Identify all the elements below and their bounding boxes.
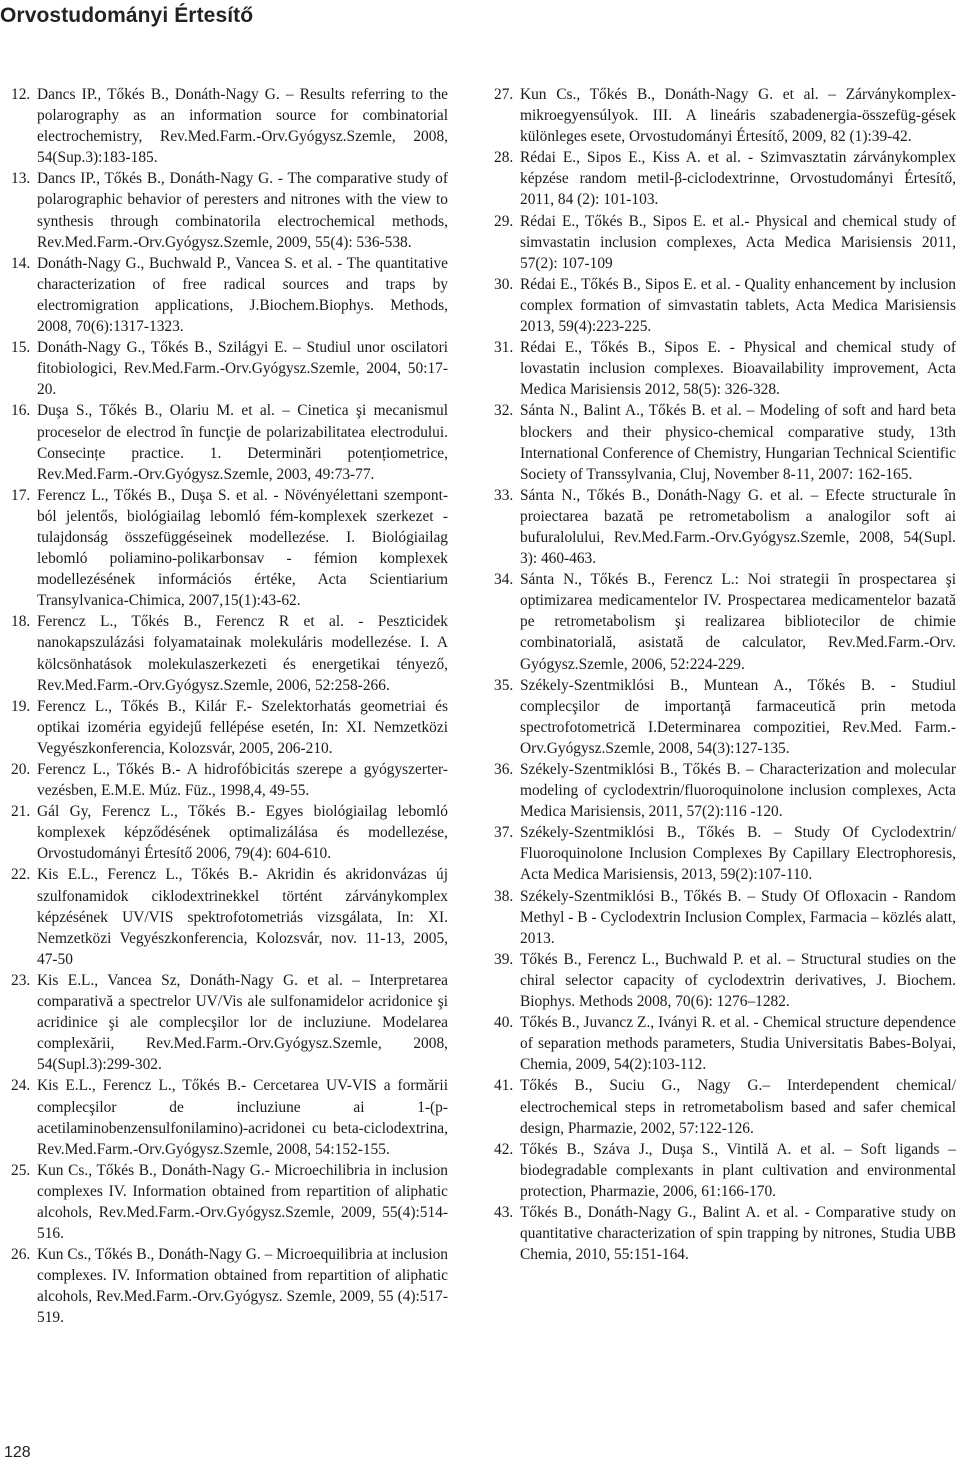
reference-number: 35. <box>494 676 514 694</box>
reference-number: 36. <box>494 761 514 778</box>
reference-number: 34. <box>494 571 514 589</box>
reference-item <box>11 801 448 864</box>
reference-item <box>11 400 448 484</box>
reference-item <box>11 759 448 801</box>
reference-item <box>494 759 956 822</box>
reference-item <box>494 400 956 484</box>
reference-text: Ferencz L., Tőkés B.- A hidrofóbicitás szerepe a gyógyszerter-vezésben, E.M.E. Múz. Füz., 1998,4, 49-55. <box>37 761 448 800</box>
reference-number: 18. <box>11 613 31 631</box>
reference-item <box>11 611 448 695</box>
reference-text: Székely-Szentmiklósi B., Tőkés B. – Study Of Cyclodextrin/ Fluoroquinolone Inclusion Complexes By Capillary Electrophoresis, Acta Medica Marisiensis, 2013, 59(2):107-110. <box>520 824 956 884</box>
reference-item <box>11 337 448 400</box>
reference-list-left <box>11 84 448 1329</box>
reference-item <box>11 864 448 969</box>
reference-item <box>494 1012 956 1075</box>
reference-number: 29. <box>494 212 514 230</box>
reference-item <box>494 485 956 569</box>
reference-number: 24. <box>11 1077 31 1095</box>
reference-item <box>11 1160 448 1244</box>
reference-item <box>494 337 956 400</box>
reference-number: 32. <box>494 402 514 420</box>
reference-item <box>11 1075 448 1159</box>
reference-text: Dancs IP., Tőkés B., Donáth-Nagy G. – Results referring to the polarography as an information source for combinatorial electrochemistry, Rev.Med.Farm.-Orv.Gyógysz.Szemle, 2008, 54(Sup.3):183-185. <box>37 86 448 167</box>
reference-item <box>11 1244 448 1328</box>
reference-text: Tőkés B., Donáth-Nagy G., Balint A. et al. - Comparative study on quantitative characterization of spin trapping by nitrones, Studia UBB Chemia, 2010, 55:151-164. <box>520 1203 956 1264</box>
reference-item <box>11 84 448 168</box>
reference-text: Tőkés B., Suciu G., Nagy G.– Interdependent chemical/ electrochemical steps in retrometabolism based and safer chemical design, Pharmazie, 2002, 57:122-126. <box>520 1077 956 1137</box>
reference-item <box>494 1075 956 1138</box>
reference-number: 25. <box>11 1161 31 1179</box>
reference-text: Kun Cs., Tőkés B., Donáth-Nagy G. – Microequilibria at inclusion complexes. IV. Information obtained from repartition of aliphatic alcohols, Rev.Med.Farm.-Orv.Gyógysz. Szemle, 2009, 55 (4):517-519. <box>37 1246 448 1327</box>
reference-text: Rédai E., Tőkés B., Sipos E. et al. - Quality enhancement by inclusion complex formation of simvastatin tablets, Acta Medica Marisiensis 2013, 59(4):223-225. <box>520 275 956 336</box>
reference-number: 16. <box>11 402 31 420</box>
reference-item <box>11 168 448 252</box>
reference-item <box>494 675 956 759</box>
reference-item <box>11 970 448 1075</box>
reference-text: Tőkés B., Ferencz L., Buchwald P. et al. – Structural studies on the chiral selector capacity of cyclodextrin derivatives, J. Biochem. Biophys. Methods 2008, 70(6): 1276–1282. <box>520 950 956 1011</box>
reference-number: 31. <box>494 339 514 357</box>
reference-text: Kis E.L., Vancea Sz, Donáth-Nagy G. et al. – Interpretarea comparativă a spectrelor UV/Vis ale sulfonamidelor acridonice şi acridinice şi ale complecşilor lor de incluziune. Modelarea complexării, Rev.Med.Farm.-Orv.Gyógysz.Szemle, 2008, 54(Supl.3):299-302. <box>37 971 448 1074</box>
reference-text: Rédai E., Sipos E., Kiss A. et al. - Szimvasztatin zárványkomplex képzése random metil-β-ciclodextrinne, Orvostudományi Értesítő, 2011, 84 (2): 101-103. <box>520 149 956 209</box>
reference-number: 40. <box>494 1014 514 1032</box>
reference-list-right <box>494 84 956 1265</box>
reference-item <box>11 253 448 337</box>
reference-text: Donáth-Nagy G., Tőkés B., Szilágyi E. – Studiul unor oscilatori fitobiologici, Rev.Med.Farm.-Orv.Gyógysz.Szemle, 2004, 50:17-20. <box>37 339 448 399</box>
reference-text: Kis E.L., Ferencz L., Tőkés B.- Cercetarea UV-VIS a formării complecşilor de incluziune ai 1-(p-acetilaminobenzensulfonilamino)-acridonei cu beta-ciclodextrina, Rev.Med.Farm.-Orv.Gyógysz.Szemle, 2008, 54:152-155. <box>37 1077 448 1158</box>
reference-text: Gál Gy, Ferencz L., Tőkés B.- Egyes biológiailag lebomló komplexek képződésének optimalizálása és modellezése, Orvostudományi Értesítő 2006, 79(4): 604-610. <box>37 803 448 863</box>
reference-number: 23. <box>11 971 31 989</box>
reference-text: Sánta N., Balint A., Tőkés B. et al. – Modeling of soft and hard beta blockers and their physico-chemical comparative study, 13th International Conference of Chemistry, Hungarian Technical Scientific Society of Transsylvania, Cluj, November 8-11, 2007: 162-165. <box>520 402 956 483</box>
reference-number: 13. <box>11 170 31 188</box>
reference-number: 37. <box>494 824 514 842</box>
reference-number: 22. <box>11 866 31 884</box>
reference-number: 28. <box>494 149 514 167</box>
reference-text: Sánta N., Tőkés B., Ferencz L.: Noi strategii în prospectarea şi optimizarea medicamentelor IV. Prospectarea medicamentelor bazată pe retrometabolism şi realizarea bibliotecilor de chimie combinatorială, asistată de calculator, Rev.Med.Farm.-Orv. Gyógysz.Szemle, 2006, 52:224-229. <box>520 571 956 673</box>
reference-text: Rédai E., Tőkés B., Sipos E. - Physical and chemical study of lovastatin inclusion complexes. Bioavailability improvement, Acta Medica Marisiensis 2012, 58(5): 326-328. <box>520 339 956 399</box>
reference-text: Kis E.L., Ferencz L., Tőkés B.- Akridin és akridonvázas új szulfonamidok ciklodextrinekkel történt zárványkomplex képzésének UV/VIS spektrofotometriás vizsgálata, In: XI. Nemzetközi Vegyészkonferencia, Kolozsvár, nov. 11-13, 2005, 47-50 <box>37 866 448 968</box>
reference-text: Ferencz L., Tőkés B., Duşa S. et al. - Növényélettani szempont-ból jelentős, biológiailag lebomló fém-komplexek szerkezet - tulajdonság összefüggéseinek modellezése. I. Biológiailag lebomló poliamino-polikarbonsav - fémion komplexek modellezésének információs értéke, Acta Scientiarium Transylvanica-Chimica, 2007,15(1):43-62. <box>37 486 448 610</box>
reference-text: Duşa S., Tőkés B., Olariu M. et al. – Cinetica şi mecanismul proceselor de electrod în funcţie de polarizabilitatea electrodului. Consecințe practice. 1. Determinări potențiometrice, Rev.Med.Farm.-Orv.Gyógysz.Szemle, 2003, 49:73-77. <box>37 402 448 483</box>
reference-text: Tőkés B., Száva J., Duşa S., Vintilă A. et al. – Soft ligands – biodegradable complexants in plant cultivation and environmental protection, Pharmazie, 2006, 61:166-170. <box>520 1140 956 1200</box>
reference-item <box>494 211 956 274</box>
reference-item <box>11 696 448 759</box>
reference-number: 30. <box>494 275 514 293</box>
reference-item <box>494 569 956 674</box>
reference-text: Tőkés B., Juvancz Z., Iványi R. et al. - Chemical structure dependence of separation methods parameters, Studia Universitatis Babes-Bolyai, Chemia, 2009, 54(2):103-112. <box>520 1014 956 1074</box>
reference-item <box>494 822 956 885</box>
reference-number: 42. <box>494 1140 514 1158</box>
reference-text: Ferencz L., Tőkés B., Ferencz R et al. - Peszticidek nanokapszulázási folyamatainak molekuláris modellezése. I. A kölcsönhatások molekulaszerkezeti és energetikai tényező, Rev.Med.Farm.-Orv.Gyógysz.Szemle, 2006, 52:258-266. <box>37 613 448 694</box>
reference-text: Székely-Szentmiklósi B., Muntean A., Tőkés B. - Studiul complecşilor de importanţă farmaceutică prin metoda spectrofotometrică I.Determinarea compozitiei, Rev.Med. Farm.-Orv.Gyógysz.Szemle, 2008, 54(3):127-135. <box>520 676 956 757</box>
reference-text: Donáth-Nagy G., Buchwald P., Vancea S. et al. - The quantitative characterization of free radical sources and traps by electromigration applications, J.Biochem.Biophys. Methods, 2008, 70(6):1317-1323. <box>37 254 448 336</box>
reference-item <box>494 274 956 337</box>
reference-number: 38. <box>494 887 514 905</box>
journal-title: Orvostudományi Értesítő <box>0 4 254 27</box>
reference-number: 27. <box>494 86 514 103</box>
reference-item <box>494 84 956 147</box>
reference-text: Székely-Szentmiklósi B., Tőkés B. – Characterization and molecular modeling of cyclodextrin/fluoroquinolone inclusion complexes, Acta Medica Marisiensis, 2011, 57(2):116 -120. <box>520 761 956 821</box>
reference-number: 26. <box>11 1246 31 1264</box>
reference-text: Sánta N., Tőkés B., Donáth-Nagy G. et al. – Efecte structurale în proiectarea bazată pe retrometabolism a analogilor soft ai bufuralolului, Rev.Med.Farm.-Orv.Gyógysz.Szemle, 2008, 54(Supl. 3): 460-463. <box>520 486 956 568</box>
reference-number: 15. <box>11 339 31 357</box>
reference-item <box>494 886 956 949</box>
reference-number: 39. <box>494 950 514 968</box>
reference-number: 41. <box>494 1077 514 1095</box>
reference-text: Kun Cs., Tőkés B., Donáth-Nagy G. et al. – Zárványkomplex-mikroegyensúlyok. III. A lineáris szabadenergia-összefüg-gések különleges esete, Orvostudományi Értesítő, 2009, 82 (1):39-42. <box>520 86 956 146</box>
page-number: 128 <box>4 1444 31 1461</box>
reference-item <box>11 485 448 612</box>
reference-text: Dancs IP., Tőkés B., Donáth-Nagy G. - The comparative study of polarographic behavior of peresters and nitrones with the view to synthesis through combinatorila electrochemical methods, Rev.Med.Farm.-Orv.Gyógysz.Szemle, 2009, 55(4): 536-538. <box>37 170 448 251</box>
reference-number: 43. <box>494 1203 514 1221</box>
reference-number: 33. <box>494 486 514 504</box>
reference-item <box>494 147 956 210</box>
reference-number: 12. <box>11 86 31 103</box>
reference-item <box>494 1139 956 1202</box>
reference-text: Rédai E., Tőkés B., Sipos E. et al.- Physical and chemical study of simvastatin inclusion complexes, Acta Medica Marisiensis 2011, 57(2): 107-109 <box>520 212 956 272</box>
reference-item <box>494 1202 956 1265</box>
reference-number: 19. <box>11 697 31 715</box>
reference-item <box>494 949 956 1012</box>
reference-text: Székely-Szentmiklósi B., Tőkés B. – Study Of Ofloxacin - Random Methyl - B - Cyclodextrin Inclusion Complex, Farmacia – közlés alatt, 2013. <box>520 887 956 947</box>
reference-text: Kun Cs., Tőkés B., Donáth-Nagy G.- Microechilibria in inclusion complexes IV. Information obtained from repartition of aliphatic alcohols, Rev.Med.Farm.-Orv.Gyógysz.Szemle, 2009, 55(4):514-516. <box>37 1161 448 1243</box>
reference-text: Ferencz L., Tőkés B., Kilár F.- Szelektorhatás geometriai és optikai izoméria egyidejű fellépése esetén, In: XI. Nemzetközi Vegyészkonferencia, Kolozsvár, 2005, 206-210. <box>37 697 448 757</box>
reference-number: 14. <box>11 254 31 272</box>
reference-number: 20. <box>11 761 31 778</box>
reference-number: 17. <box>11 486 31 504</box>
reference-number: 21. <box>11 803 31 821</box>
